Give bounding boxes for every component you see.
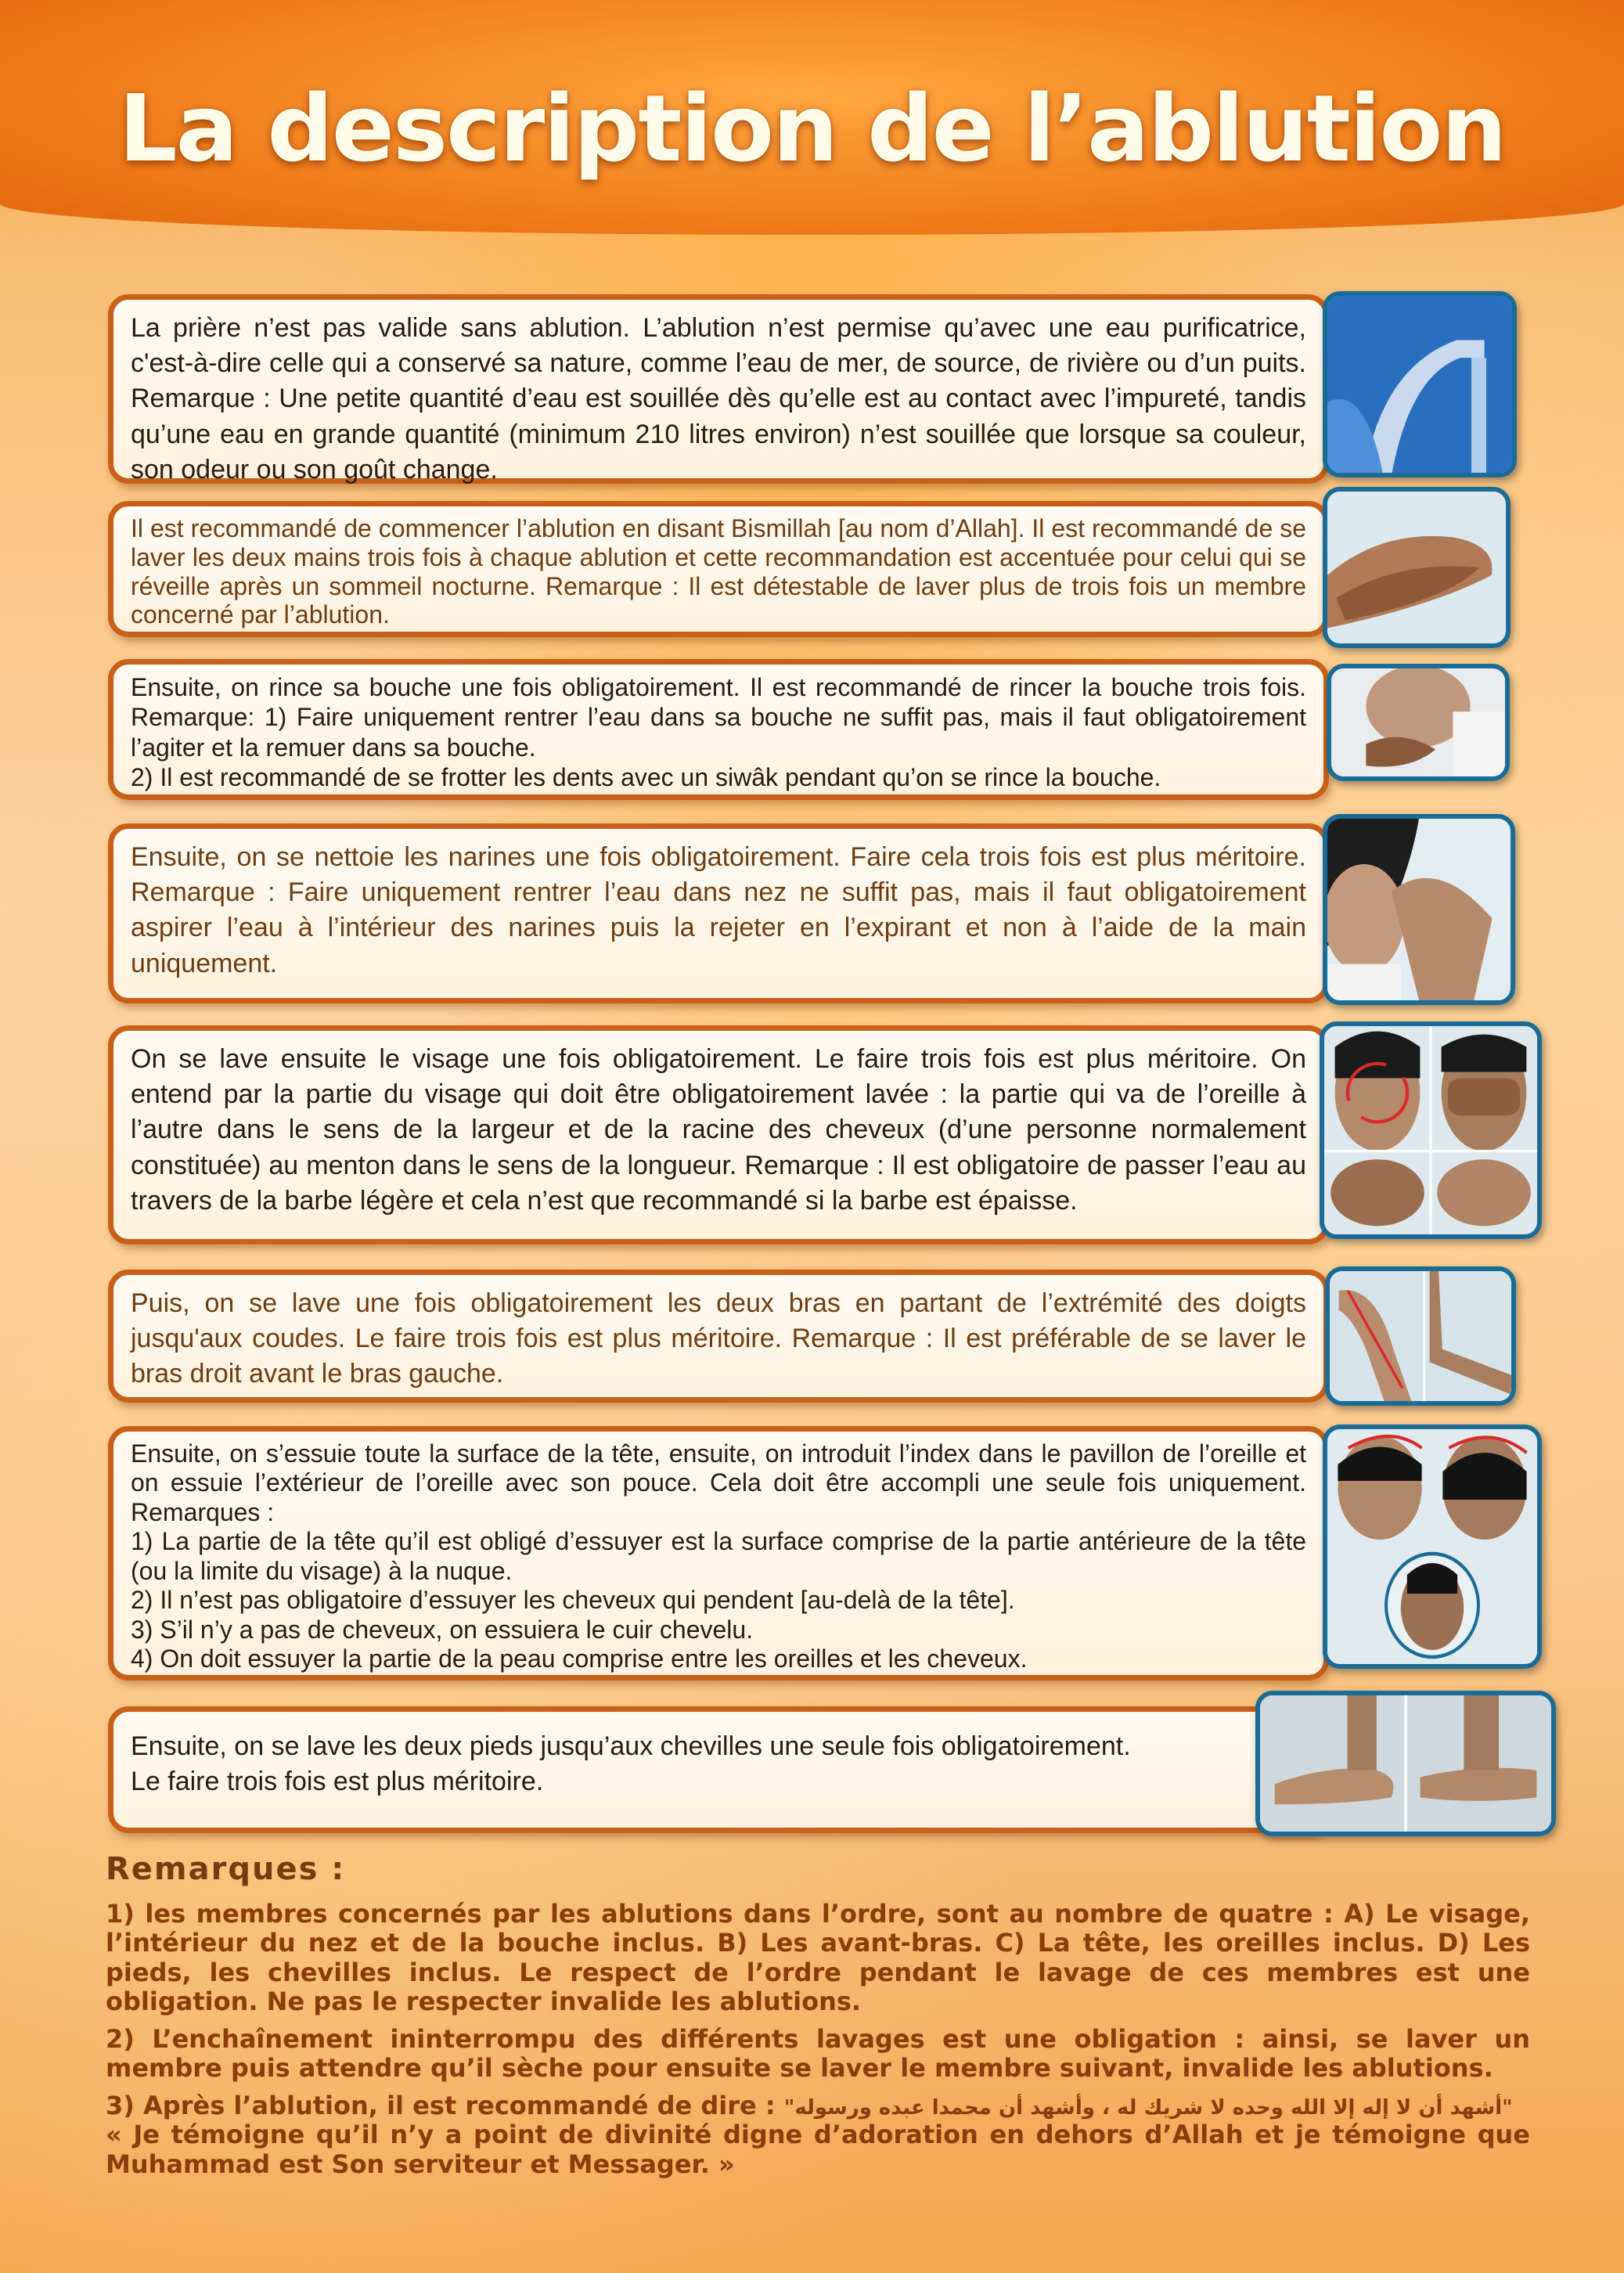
- step-text: Ensuite, on rince sa bouche une fois obligatoirement. Il est recommandé de rincer la bouche trois fois. Remarque: 1) Faire uniquement rentrer l’eau dans sa bouche ne suffit pas, mais il faut obligatoirement l’agiter et la remuer dans sa bouche. 2) Il est recommandé de se frotter les dents avec un siwâk pendant qu’on se rince la bouche.: [131, 673, 1306, 792]
- head-wipe-photo: [1323, 1425, 1542, 1669]
- remarks-heading: Remarques :: [106, 1851, 346, 1887]
- step-text: La prière n’est pas valide sans ablution. L’ablution n’est permise qu’avec une eau purificatrice, c'est-à-dire celle qui a conservé sa nature, comme l’eau de mer, de source, de rivière ou d’un puits. Remarque : Une petite quantité d’eau est souillée dès qu’elle est au contact avec l’impureté, tandis qu’une eau en grande quantité (minimum 210 litres environ) n’est souillée que lorsque sa couleur, son odeur ou son goût change.: [131, 313, 1306, 484]
- remark-item-1: 1) les membres concernés par les ablutions dans l’ordre, sont au nombre de quatre : A) Le visage, l’intérieur du nez et de la bouche inclus. B) Les avant-bras. C) La tête, les oreilles inclus. D) Les pieds, les chevilles inclus. Le respect de l’ordre pendant le lavage de ces membres est une obligation. Ne pas le respecter invalide les ablutions.: [106, 1899, 1530, 2017]
- step-text: Ensuite, on se nettoie les narines une fois obligatoirement. Faire cela trois fois est plus méritoire. Remarque : Faire uniquement rentrer l’eau dans nez ne suffit pas, mais il faut obligatoirement aspirer l’eau à l’intérieur des narines puis la rejeter en l’expirant et non à l’aide de la main uniquement.: [131, 842, 1306, 978]
- faucet-photo: [1323, 291, 1517, 477]
- nose-rinse-photo: [1323, 814, 1515, 1005]
- page-title: La description de l’ablution: [118, 74, 1506, 182]
- step-card-head: [108, 1426, 1329, 1680]
- feet-wash-photo: [1255, 1691, 1556, 1836]
- step-text: Puis, on se lave une fois obligatoirement les deux bras en partant de l’extrémité des doigts jusqu'aux coudes. Le faire trois fois est plus méritoire. Remarque : Il est préférable de se laver le bras droit avant le bras gauche.: [131, 1288, 1306, 1389]
- remark-item-3-arabic: "أشهد أن لا إله إلا الله وحده لا شريك له ، وأشهد أن محمدا عبده ورسوله": [783, 2095, 1513, 2120]
- hands-photo: [1323, 487, 1511, 648]
- step-text: Ensuite, on se lave les deux pieds jusqu’aux chevilles une seule fois obligatoirement. Le faire trois fois est plus méritoire.: [131, 1731, 1131, 1797]
- remark-item-3-translation: « Je témoigne qu’il n’y a point de divinité digne d’adoration en dehors d’Allah et je témoigne que Muhammad est Son serviteur et Messager. »: [106, 2120, 1530, 2179]
- step-text: Ensuite, on s’essuie toute la surface de la tête, ensuite, on introduit l’index dans le pavillon de l’oreille et on essuie l’extérieur de l’oreille avec son pouce. Cela doit être accompli une seule fois uniquement. Remarques : 1) La partie de la tête qu’il est obligé d’essuyer est la surface comprise de la partie antérieure de la tête (ou la limite du visage) à la nuque. 2) Il n’est pas obligatoire d’essuyer les cheveux qui pendent [au-delà de la tête]. 3) S’il n’y a pas de cheveux, on essuiera le cuir chevelu. 4) On doit essuyer la partie de la peau comprise entre les oreilles et les cheveux.: [131, 1439, 1306, 1673]
- remark-item-3: [106, 2091, 1530, 2120]
- remarks-section: [106, 1851, 1530, 2187]
- remark-item-2: 2) L’enchaînement ininterrompu des différents lavages est une obligation : ainsi, se laver un membre puis attendre qu’il sèche pour ensuite se laver le membre suivant, invalide les ablutions.: [106, 2023, 1530, 2084]
- step-card-feet: [108, 1706, 1329, 1833]
- mouth-rinse-photo: [1327, 664, 1510, 781]
- step-text: On se lave ensuite le visage une fois obligatoirement. Le faire trois fois est plus méritoire. On entend par la partie du visage qui doit être obligatoirement lavée : la partie qui va de l’oreille à l’autre dans le sens de la largeur et de la racine des cheveux (d’une personne normalement constituée) au menton dans le sens de la longueur. Remarque : Il est obligatoire de passer l’eau au travers de la barbe légère et cela n’est que recommandé si la barbe est épaisse.: [131, 1044, 1306, 1216]
- step-card-face: [108, 1025, 1329, 1245]
- step-card-mouth: [108, 659, 1329, 800]
- step-card-nose: [108, 823, 1329, 1003]
- arms-wash-photo: [1325, 1266, 1516, 1406]
- remark-item-3-prefix: 3) Après l’ablution, il est recommandé de dire :: [106, 2090, 776, 2120]
- step-card-arms: [108, 1270, 1329, 1403]
- step-text: Il est recommandé de commencer l’ablution en disant Bismillah [au nom d’Allah]. Il est recommandé de se laver les deux mains trois fois à chaque ablution et cette recommandation est accentuée pour celui qui se réveille après un sommeil nocturne. Remarque : Il est détestable de laver plus de trois fois un membre concerné par l’ablution.: [131, 514, 1306, 629]
- step-card-water: [108, 294, 1329, 484]
- face-wash-photo: [1320, 1021, 1542, 1239]
- step-card-hands: [108, 501, 1329, 637]
